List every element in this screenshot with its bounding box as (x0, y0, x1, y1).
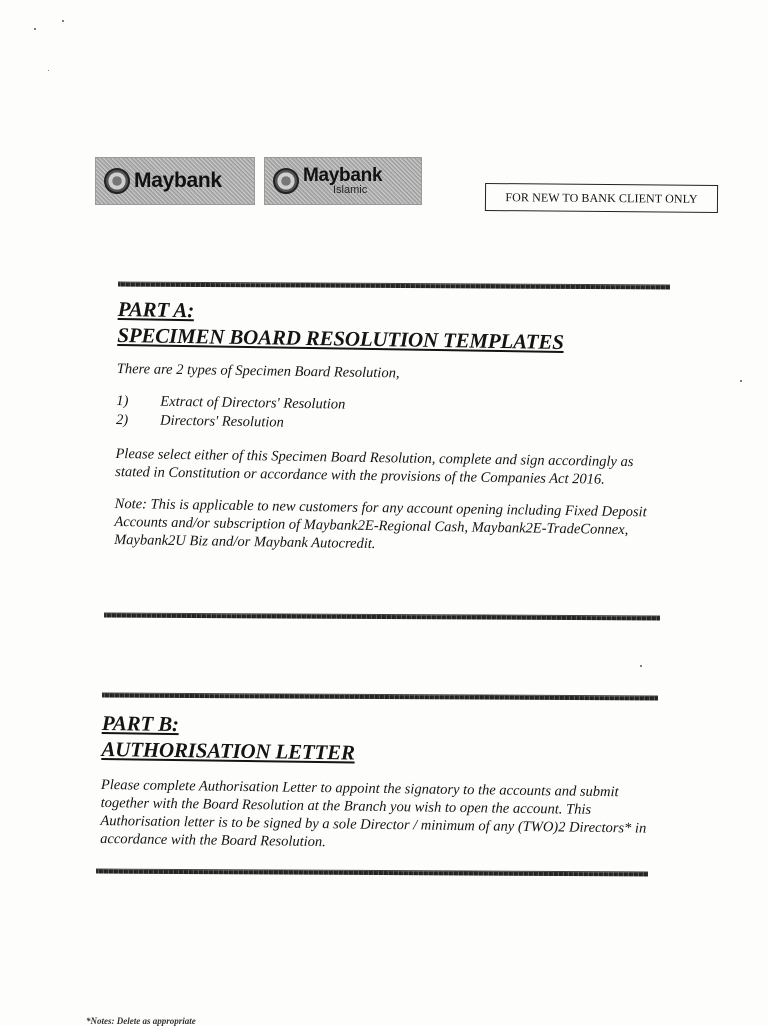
part-b-title: AUTHORISATION LETTER (101, 736, 355, 765)
part-a-bottom-divider (104, 613, 660, 621)
part-b-top-divider (102, 693, 658, 701)
part-a-top-divider (118, 282, 670, 290)
part-b-bottom-divider (96, 869, 648, 877)
maybank-islamic-emblem-icon (273, 168, 299, 194)
maybank-islamic-logo (264, 157, 422, 205)
scan-speck (740, 380, 742, 382)
part-b-body: Please complete Authorisation Letter to appoint the signatory to the accounts and submit together with the Board Resolution at the Branch you wish to open the account. This Authorisation letter is to be signed by a sole Director / minimum of any (TWO)2 Directors* in accordance with the Board Resolution. (100, 776, 647, 851)
footnote: *Notes: Delete as appropriate (86, 1016, 196, 1026)
list-item-number: 1) (116, 392, 129, 410)
scan-speck (62, 20, 64, 22)
islamic-subtitle: Islamic (333, 184, 368, 196)
scan-speck (34, 28, 36, 30)
maybank-logo (95, 157, 255, 205)
scan-speck (640, 665, 642, 667)
part-a-section (114, 296, 658, 557)
part-a-intro: There are 2 types of Specimen Board Resolution, (116, 360, 400, 382)
part-a-label: PART A: (117, 296, 195, 323)
scan-speck (48, 70, 49, 71)
part-a-title: SPECIMEN BOARD RESOLUTION TEMPLATES (117, 322, 564, 355)
part-a-note: Note: This is applicable to new customers for any account opening including Fixed Deposit Accounts and/or subscription of Maybank2E-Regional Cash, Maybank2E-TradeConnex, Maybank2U Biz and/or Maybank Autocredit. (114, 495, 647, 553)
maybank-islamic-logo-text: Maybank (303, 165, 383, 186)
list-item-number: 2) (115, 411, 129, 429)
list-item-text: Extract of Directors' Resolution (160, 393, 346, 413)
part-a-instruction: Please select either of this Specimen Board Resolution, complete and sign accordingly as stated in Constitution or accordance with the provisions of the Companies Act 2016. (115, 445, 634, 488)
list-item-text: Directors' Resolution (159, 412, 284, 431)
part-b-section (100, 710, 662, 856)
part-b-label: PART B: (101, 710, 179, 737)
resolution-types-list (116, 392, 657, 438)
maybank-logo-text: Maybank (134, 169, 222, 192)
maybank-emblem-icon (104, 168, 130, 194)
client-notice-box: FOR NEW TO BANK CLIENT ONLY (485, 183, 718, 213)
